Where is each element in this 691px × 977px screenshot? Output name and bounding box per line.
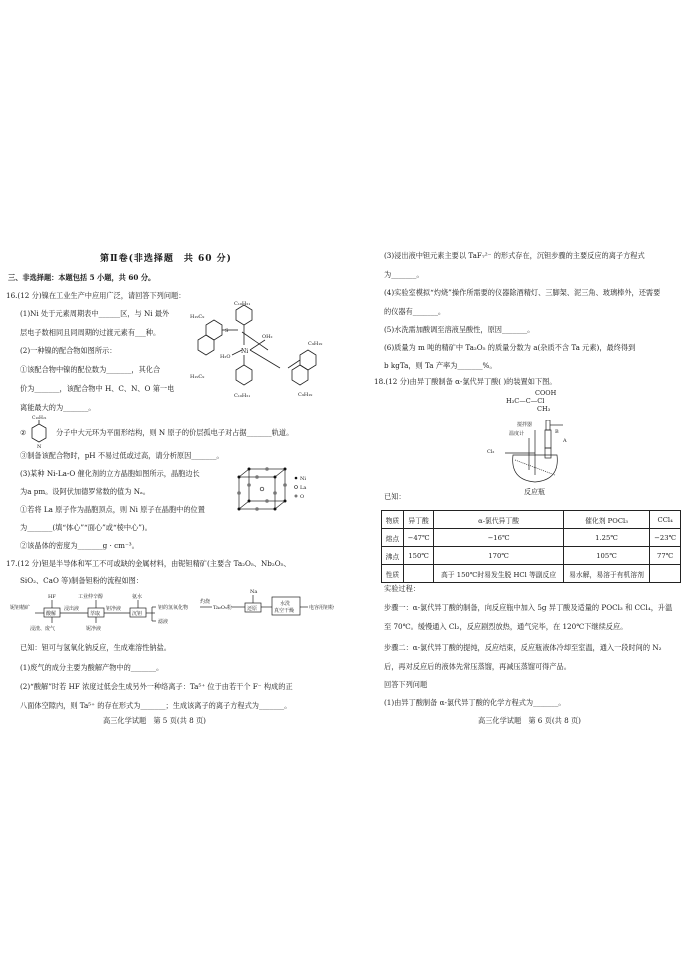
table-cell: 性质 [382,565,404,583]
label-b: B [555,429,559,435]
flow-burn: 灼烧 [200,599,211,605]
section-title: 第Ⅱ卷(非选择题 共 60 分) [100,254,232,264]
legend-o: O [300,494,305,500]
flow-leach: 浸出液 [64,606,80,612]
table-row [382,565,681,583]
q17-3b: 为_______。 [384,270,424,279]
q17-stem: 17.(12 分)钽是半导体和军工不可或缺的金属材料，由铌钽精矿(主要含 Ta₂O₅、Nb₂O₅、 [6,559,291,568]
q17-1: (1)废气的成分主要为酸解产物中的_______。 [20,663,164,672]
label-nonyl-2: C₉H₁₉ [308,341,323,347]
flow-ta-liquid: 钽净液 [106,606,122,612]
table-row [382,547,681,565]
table-cell [403,565,434,583]
table-cell: 105℃ [563,547,650,565]
q16-1a: (1)Ni 处于元素周期表中______区，与 Ni 最外 [20,309,170,318]
q16-1b: 层电子数相同且同周期的过渡元素有___种。 [20,328,161,337]
table-cell: −23℃ [650,529,681,547]
table-header: 异丁酸 [403,511,434,529]
table-cell: 77℃ [650,547,681,565]
label-cl2: Cl₂ [487,449,495,455]
q16-2-2: 分子中大元环为平面形结构，则 N 原子的价层孤电子对占据_______轨道。 [56,428,294,437]
flow-hydroxide: 钽的氢氧化物 [158,605,189,611]
label-nonyl-1: H₁₉C₉ [190,314,205,320]
table-header: 物质 [382,511,404,529]
q16-3b: 为a pm。设阿伏加德罗常数的值为 Nₐ。 [20,487,150,496]
flow-dry: 真空干燥 [274,608,295,614]
pyridine-structure [28,414,50,450]
q16-3-2: ②该晶体的密度为_______g · cm⁻³。 [20,541,139,550]
table-cell: 170℃ [434,547,563,565]
flow-residue: 浸渣、废气 [30,626,56,632]
table-cell: 1.25℃ [563,529,650,547]
table-header-row [382,511,681,529]
step-two-a: 步骤二：α-氯代异丁酸的提纯，反应结束，反应瓶液体冷却至室温，通入一段时间的 N₂ [384,643,662,652]
q16-2: (2)一种镍的配合物如图所示： [20,346,117,355]
label-thermometer: 温度计 [509,431,525,437]
q16-2-1a: ①该配合物中镍的配位数为_______，其化合 [20,365,161,374]
label-s: S [225,328,229,334]
flow-oxide: Ta₂O₅粉 [213,605,233,611]
label-stirrer: 搅拌器 [517,422,533,428]
footer-page-6: 高三化学试题 第 6 页(共 8 页) [478,716,581,725]
tantalum-flowchart [10,587,340,639]
circled-two: ② [20,428,27,437]
answer-heading: 回答下列问题 [384,680,428,689]
label-decyl-top: C₁₀H₂₁ [234,301,251,307]
step-one-a: 步骤一：α-氯代异丁酸的制备，向反应瓶中加入 5g 异丁酸及适量的 POCl₃ 和 CCl₄，升温 [384,603,673,612]
section-intro: 三、非选择题：本题包括 5 小题，共 60 分。 [8,273,156,282]
q18-1: (1)由异丁酸制备 α-氯代异丁酸的化学方程式为_______。 [384,698,566,707]
experiment-heading: 实验过程： [384,584,420,593]
flow-precip-step: 沉钽 [132,611,143,617]
q16-2-1b: 价为_______，该配合物中 H、C、N、O 第一电 [20,384,175,393]
label-a: A [563,438,567,444]
q17-2b: 八面体空隙内，则 Ta⁵⁺ 的存在形式为_______；生成该离子的离子方程式为_______。 [20,701,292,710]
label-water-2: OH₂ [262,334,273,340]
properties-table [381,510,681,583]
label-ni: Ni [241,348,249,355]
flow-wash: 水洗 [280,601,291,607]
q16-2-1c: 离能最大的为_______。 [20,403,96,412]
q17-5: (5)水洗需加酸调至溶液呈酸性，原因_______。 [384,325,535,334]
q16-3a: (3)某种 Ni-La-O 催化剂的立方晶胞如图所示，晶胞边长 [20,469,200,478]
label-nonyl-4: C₉H₁₉ [298,392,313,398]
flow-na: Na [250,589,258,595]
structure-cooh: COOH [535,389,557,397]
table-cell: 沸点 [382,547,404,565]
table-cell: 150℃ [403,547,434,565]
flow-start: 铌钽精矿 [10,605,31,611]
q17-4a: (4)实验室模拟“灼烧”操作所需要的仪器除酒精灯、三脚架、泥三角、玻璃棒外，还需要 [384,288,661,297]
legend-ni: Ni [300,476,306,482]
q18-stem: 18.(12 分)由异丁酸制备 α-氯代异丁酸( )的装置如下图。 [374,377,557,386]
footer-page-5: 高三化学试题 第 5 页(共 8 页) [103,716,206,725]
q16-2-3: ③制备该配合物时，pH 不易过低或过高，请分析原因_______。 [20,451,224,460]
table-cell: −16℃ [434,529,563,547]
flow-extract-step: 萃取 [90,611,101,617]
structure-ch3: CH₃ [537,405,551,413]
table-header: CCl₄ [650,511,681,529]
flow-hf: HF [48,594,56,600]
flow-filtrate: 滤液 [158,619,169,625]
q17-stem-2: SiO₂、CaO 等)制备钽粉的流程如图： [20,576,144,585]
flow-product: 电容用钽粉 [309,605,335,611]
q17-4b: 的仪器有_______。 [384,307,446,316]
q17-known: 已知：钽可与氢氧化钠反应，生成难溶性钠盐。 [20,643,171,652]
legend-la: La [300,485,307,491]
pyridine-substituent: C₁₀H₂₁ [32,416,47,421]
reaction-apparatus [485,420,595,502]
flow-acid-step: 酸解 [46,611,57,617]
flow-reduce-step: 还原 [247,606,258,612]
table-cell: 高于 150℃时易发生脱 HCl 等副反应 [434,565,563,583]
unit-cell-diagram [235,465,330,515]
q17-3a: (3)浸出液中钽元素主要以 TaF₇²⁻ 的形式存在，沉钽步骤的主要反应的离子方程式 [384,251,645,260]
table-header: α-氯代异丁酸 [434,511,563,529]
table-cell [650,565,681,583]
q16-3-1b: 为_______(填“体心”“面心”或“棱中心”)。 [20,523,152,532]
table-cell: 易水解，易溶于有机溶剂 [563,565,650,583]
label-reaction-flask: 反应瓶 [524,488,545,496]
q17-2a: (2)“酸解”时若 HF 浓度过低会生成另外一种络离子：Ta⁵⁺ 位于由若干个 F⁻ 构成的正 [20,682,293,691]
label-water-1: H₂O [220,354,231,360]
nickel-complex-structure [190,300,340,400]
table-cell: −47℃ [403,529,434,547]
table-header: 催化剂 POCl₃ [563,511,650,529]
pyridine-n: N [37,444,42,450]
q17-6a: (6)质量为 m 吨的精矿中 Ta₂O₅ 的质量分数为 a(杂质不含 Ta 元素)，最终得到 [384,343,636,352]
structure-main: H₃C—C—Cl [506,397,545,405]
step-two-b: 后，再对反应后的液体先常压蒸馏，再减压蒸馏可得产品。 [384,662,571,671]
table-row [382,529,681,547]
q16-3-1a: ①若将 La 原子作为晶胞顶点，则 Ni 原子在晶胞中的位置 [20,505,205,514]
flow-octanol: 工业仲辛醇 [78,594,104,600]
table-cell: 熔点 [382,529,404,547]
q16-stem: 16.(12 分)镍在工业生产中应用广泛，请回答下列问题： [6,291,186,300]
label-decyl-bottom: C₁₀H₂₁ [234,393,251,399]
q18-known: 已知： [384,492,406,501]
flow-nb-liquid: 铌净液 [86,626,102,632]
flow-ammonia: 氨水 [132,594,143,600]
q17-6b: b kgTa，则 Ta 产率为_______%。 [384,361,497,370]
step-one-b: 至 70℃。缓慢通入 Cl₂，反应剧烈放热，通气完毕，在 120℃下继续反应。 [384,622,628,631]
label-nonyl-3: H₁₉C₉ [190,374,205,380]
